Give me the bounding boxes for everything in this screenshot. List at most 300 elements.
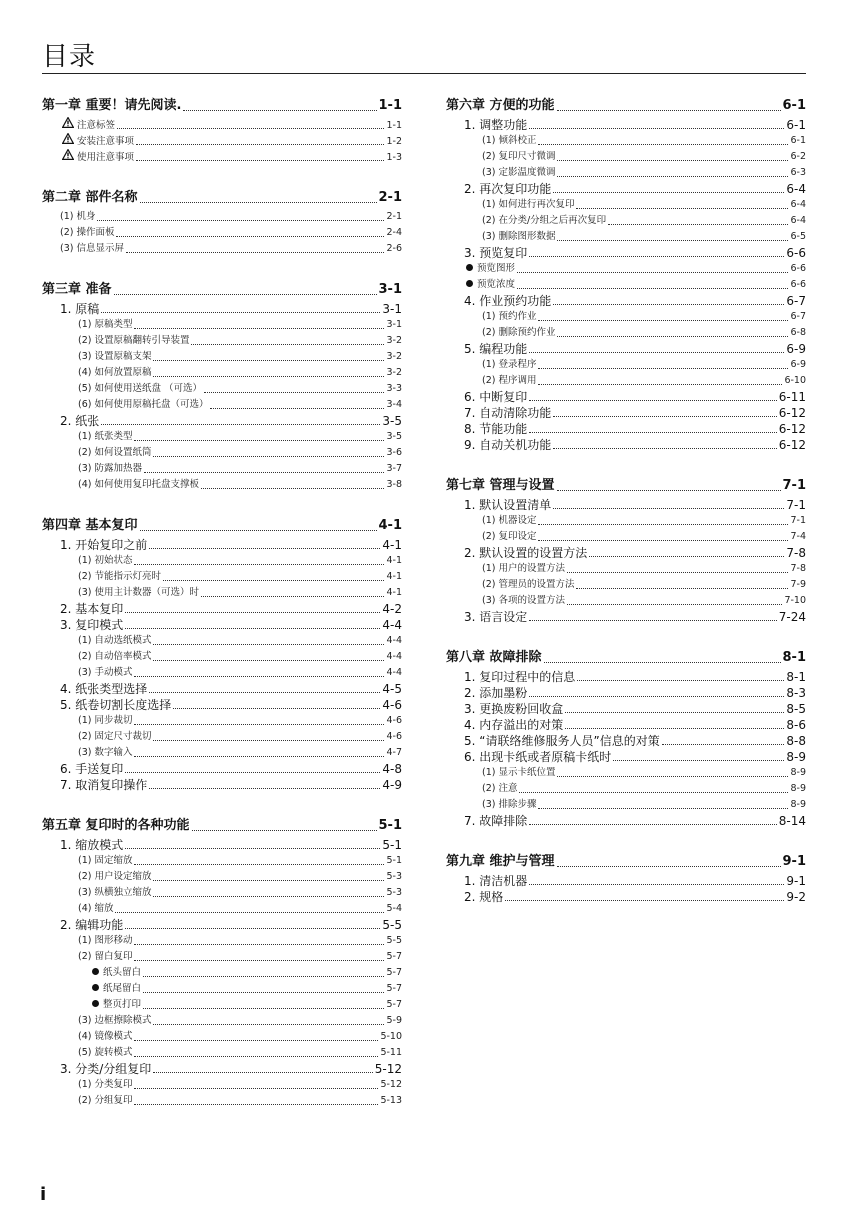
dot-leader — [517, 288, 788, 289]
dot-leader — [134, 944, 384, 945]
toc-section[interactable] — [446, 437, 806, 453]
toc-entry-page: 3-1 — [378, 282, 402, 297]
dot-leader — [538, 524, 788, 525]
dot-leader — [201, 596, 384, 597]
page-title: 目录 — [42, 42, 97, 72]
dot-leader — [153, 1024, 384, 1025]
toc-subsection[interactable] — [446, 133, 806, 149]
dot-leader — [101, 424, 380, 425]
toc-bullet-item[interactable] — [446, 261, 806, 277]
toc-subsection[interactable] — [42, 553, 402, 569]
toc-subsection[interactable] — [42, 209, 402, 225]
toc-entry-label: (5) 如何使用送纸盘 （可选） — [78, 383, 202, 394]
toc-entry-page: 8-14 — [778, 814, 806, 828]
toc-entry-label: 1. 调整功能 — [464, 118, 528, 132]
toc-section[interactable] — [446, 497, 806, 513]
toc-subsection[interactable] — [42, 429, 402, 445]
toc-subsection[interactable] — [446, 149, 806, 165]
toc-entry-label: (4) 镜像模式 — [78, 1031, 133, 1042]
toc-entry-label: (2) 注意 — [482, 783, 518, 794]
toc-subsection[interactable] — [42, 1029, 402, 1045]
warning-triangle-icon — [62, 133, 74, 144]
toc-entry-label: (3) 纵横独立缩放 — [78, 887, 152, 898]
toc-entry-page: 3-8 — [386, 479, 402, 490]
toc-section[interactable] — [42, 917, 402, 933]
toc-entry-label: (4) 如何放置原稿 — [78, 367, 152, 378]
toc-chapter — [446, 853, 806, 905]
toc-entry-page: 5-12 — [380, 1079, 402, 1090]
toc-entry-page: 1-2 — [386, 136, 402, 147]
toc-entry-label: 6. 中断复印 — [464, 390, 528, 404]
toc-section[interactable] — [446, 293, 806, 309]
toc-entry-page: 6-2 — [790, 151, 806, 162]
toc-entry-label: 第八章 故障排除 — [446, 650, 542, 665]
toc-entry-label: (2) 设置原稿翻转引导装置 — [78, 335, 190, 346]
bullet-icon — [92, 984, 99, 991]
toc-chapter-heading[interactable] — [42, 517, 402, 535]
toc-section[interactable] — [446, 245, 806, 261]
toc-entry-label: 2. 规格 — [464, 890, 504, 904]
dot-leader — [153, 376, 384, 377]
toc-subsection[interactable] — [42, 397, 402, 413]
toc-entry-label: 1. 清洁机器 — [464, 874, 528, 888]
toc-entry-page: 8-6 — [786, 718, 806, 732]
dot-leader — [557, 176, 788, 177]
toc-section[interactable] — [446, 421, 806, 437]
toc-entry-page: 6-1 — [782, 98, 806, 113]
dot-leader — [134, 864, 384, 865]
toc-subsection[interactable] — [446, 561, 806, 577]
toc-subsection[interactable] — [42, 949, 402, 965]
toc-section[interactable] — [446, 609, 806, 625]
toc-subsection[interactable] — [42, 713, 402, 729]
toc-section[interactable] — [42, 681, 402, 697]
toc-entry-label: (2) 复印尺寸微调 — [482, 151, 556, 162]
toc-entry-page: 4-1 — [382, 538, 402, 552]
dot-leader — [125, 628, 380, 629]
toc-subsection[interactable] — [42, 633, 402, 649]
toc-subsection[interactable] — [446, 357, 806, 373]
toc-entry-page: 7-9 — [790, 579, 806, 590]
toc-entry-label: 2. 默认设置的设置方法 — [464, 546, 588, 560]
toc-entry-label: (4) 缩放 — [78, 903, 114, 914]
toc-entry-page: 5-4 — [386, 903, 402, 914]
toc-section[interactable] — [446, 717, 806, 733]
toc-section[interactable] — [42, 413, 402, 429]
warning-triangle-icon — [62, 149, 74, 160]
dot-leader — [134, 1088, 378, 1089]
toc-entry-label: 1. 缩放模式 — [60, 838, 124, 852]
toc-section[interactable] — [446, 545, 806, 561]
toc-entry-label: (6) 如何使用原稿托盘（可选） — [78, 399, 209, 410]
toc-entry-page: 7-24 — [778, 610, 806, 624]
toc-entry-page: 6-11 — [778, 390, 806, 404]
toc-chapter-heading[interactable] — [42, 817, 402, 835]
toc-entry-label: (2) 固定尺寸裁切 — [78, 731, 152, 742]
dot-leader — [529, 620, 777, 621]
dot-leader — [153, 880, 384, 881]
toc-entry-label: 预览浓度 — [477, 279, 516, 290]
toc-entry-label: (1) 如何进行再次复印 — [482, 199, 575, 210]
dot-leader — [517, 272, 788, 273]
toc-entry-label: 1. 复印过程中的信息 — [464, 670, 576, 684]
toc-entry-page: 5-1 — [382, 838, 402, 852]
toc-entry-page: 4-1 — [386, 587, 402, 598]
toc-section[interactable] — [42, 761, 402, 777]
dot-leader — [134, 1104, 378, 1105]
toc-entry-label: 5. “请联络维修服务人员”信息的对策 — [464, 734, 660, 748]
dot-leader — [136, 144, 384, 145]
toc-entry-label: (3) 设置原稿支架 — [78, 351, 152, 362]
dot-leader — [201, 488, 384, 489]
toc-entry-page: 2-1 — [378, 190, 402, 205]
toc-subsection[interactable] — [446, 373, 806, 389]
toc-subsection[interactable] — [42, 445, 402, 461]
toc-subsection[interactable] — [42, 349, 402, 365]
toc-subsection[interactable] — [42, 585, 402, 601]
toc-entry-page: 9-1 — [786, 874, 806, 888]
toc-subsection[interactable] — [42, 241, 402, 257]
toc-entry-label: (1) 纸张类型 — [78, 431, 133, 442]
dot-leader — [117, 128, 384, 129]
toc-section[interactable] — [42, 777, 402, 793]
toc-entry-page: 1-1 — [386, 120, 402, 131]
toc-entry-label: 3. 更换废粉回收盒 — [464, 702, 564, 716]
dot-leader — [125, 928, 380, 929]
toc-subsection[interactable] — [42, 933, 402, 949]
toc-entry-page: 4-4 — [382, 618, 402, 632]
dot-leader — [557, 776, 788, 777]
dot-leader — [153, 660, 384, 661]
toc-section[interactable] — [446, 181, 806, 197]
toc-subsection[interactable] — [446, 309, 806, 325]
toc-chapter-heading[interactable] — [446, 649, 806, 667]
toc-subsection[interactable] — [42, 569, 402, 585]
toc-entry-page: 4-2 — [382, 602, 402, 616]
toc-entry-label: (2) 操作面板 — [60, 227, 115, 238]
toc-section[interactable] — [42, 537, 402, 553]
toc-entry-page: 4-9 — [382, 778, 402, 792]
toc-section[interactable] — [446, 685, 806, 701]
toc-entry-label: (2) 节能指示灯亮时 — [78, 571, 161, 582]
toc-section[interactable] — [446, 341, 806, 357]
toc-entry-label: (2) 用户设定缩放 — [78, 871, 152, 882]
toc-entry-page: 7-8 — [786, 546, 806, 560]
dot-leader — [97, 220, 384, 221]
dot-leader — [544, 662, 781, 663]
toc-warning-item[interactable] — [42, 117, 402, 133]
toc-subsection[interactable] — [446, 529, 806, 545]
toc-subsection[interactable] — [446, 781, 806, 797]
toc-entry-label: (2) 留白复印 — [78, 951, 133, 962]
toc-entry-label: (1) 登录程序 — [482, 359, 537, 370]
dot-leader — [191, 344, 384, 345]
toc-entry-label: 第七章 管理与设置 — [446, 478, 555, 493]
toc-entry-label: (1) 同步裁切 — [78, 715, 133, 726]
toc-subsection[interactable] — [42, 333, 402, 349]
toc-subsection[interactable] — [42, 665, 402, 681]
toc-entry-page: 3-7 — [386, 463, 402, 474]
toc-entry-label: 2. 添加墨粉 — [464, 686, 528, 700]
toc-bullet-item[interactable] — [42, 981, 402, 997]
toc-entry-page: 8-5 — [786, 702, 806, 716]
toc-entry-page: 6-6 — [790, 279, 806, 290]
toc-subsection[interactable] — [446, 213, 806, 229]
dot-leader — [538, 320, 788, 321]
toc-entry-page: 5-5 — [382, 918, 402, 932]
toc-entry-page: 7-1 — [786, 498, 806, 512]
toc-section[interactable] — [446, 733, 806, 749]
toc-section[interactable] — [446, 749, 806, 765]
toc-entry-label: 第三章 准备 — [42, 282, 112, 297]
dot-leader — [140, 530, 377, 531]
toc-subsection[interactable] — [42, 477, 402, 493]
toc-subsection[interactable] — [446, 165, 806, 181]
toc-entry-page: 3-6 — [386, 447, 402, 458]
toc-section[interactable] — [42, 837, 402, 853]
toc-entry-page: 8-9 — [786, 750, 806, 764]
toc-subsection[interactable] — [42, 869, 402, 885]
toc-entry-page: 5-12 — [374, 1062, 402, 1076]
toc-entry-page: 5-13 — [380, 1095, 402, 1106]
toc-subsection[interactable] — [42, 1045, 402, 1061]
title-divider — [42, 73, 806, 74]
toc-entry-page: 9-1 — [782, 854, 806, 869]
toc-subsection[interactable] — [42, 1077, 402, 1093]
bullet-icon — [466, 280, 473, 287]
toc-entry-label: 第二章 部件名称 — [42, 190, 138, 205]
toc-entry-page: 5-7 — [386, 951, 402, 962]
dot-leader — [153, 644, 384, 645]
toc-entry-label: (3) 防露加热器 — [78, 463, 142, 474]
toc-entry-page: 5-11 — [380, 1047, 402, 1058]
toc-entry-page: 5-9 — [386, 1015, 402, 1026]
dot-leader — [143, 992, 384, 993]
toc-subsection[interactable] — [42, 1013, 402, 1029]
toc-subsection[interactable] — [42, 745, 402, 761]
toc-entry-page: 6-10 — [784, 375, 806, 386]
toc-entry-page: 3-2 — [386, 367, 402, 378]
toc-subsection[interactable] — [446, 229, 806, 245]
dot-leader — [538, 368, 788, 369]
toc-entry-label: 2. 基本复印 — [60, 602, 124, 616]
dot-leader — [553, 448, 777, 449]
toc-entry-label: 9. 自动关机功能 — [464, 438, 552, 452]
dot-leader — [134, 756, 384, 757]
toc-subsection[interactable] — [42, 729, 402, 745]
dot-leader — [505, 900, 784, 901]
toc-chapter-heading[interactable] — [42, 97, 402, 115]
toc-chapter — [446, 649, 806, 829]
toc-entry-page: 4-1 — [386, 555, 402, 566]
toc-subsection[interactable] — [42, 901, 402, 917]
dot-leader — [529, 128, 784, 129]
toc-entry-page: 7-8 — [790, 563, 806, 574]
toc-entry-label: (1) 倾斜校正 — [482, 135, 537, 146]
toc-entry-label: 8. 节能功能 — [464, 422, 528, 436]
dot-leader — [125, 612, 380, 613]
dot-leader — [529, 432, 777, 433]
toc-subsection[interactable] — [446, 593, 806, 609]
toc-entry-page: 8-1 — [782, 650, 806, 665]
toc-subsection[interactable] — [446, 513, 806, 529]
dot-leader — [557, 490, 781, 491]
toc-entry-page: 8-1 — [786, 670, 806, 684]
toc-entry-label: (3) 手动模式 — [78, 667, 133, 678]
toc-bullet-item[interactable] — [42, 965, 402, 981]
toc-entry-label: 第六章 方便的功能 — [446, 98, 555, 113]
toc-entry-page: 6-9 — [790, 359, 806, 370]
toc-chapter-heading[interactable] — [42, 281, 402, 299]
toc-entry-label: (3) 使用主计数器（可选）时 — [78, 587, 199, 598]
toc-warning-item[interactable] — [42, 149, 402, 165]
toc-bullet-item[interactable] — [42, 997, 402, 1013]
toc-entry-label: (4) 如何使用复印托盘支撑板 — [78, 479, 199, 490]
toc-subsection[interactable] — [42, 461, 402, 477]
dot-leader — [143, 1008, 384, 1009]
toc-entry-page: 4-5 — [382, 682, 402, 696]
dot-leader — [529, 400, 777, 401]
toc-section[interactable] — [446, 117, 806, 133]
toc-subsection[interactable] — [446, 765, 806, 781]
toc-subsection[interactable] — [42, 649, 402, 665]
toc-entry-label: 整页打印 — [103, 999, 142, 1010]
toc-subsection[interactable] — [446, 797, 806, 813]
toc-subsection[interactable] — [42, 225, 402, 241]
dot-leader — [116, 236, 384, 237]
toc-entry-page: 9-2 — [786, 890, 806, 904]
dot-leader — [192, 830, 377, 831]
toc-subsection[interactable] — [42, 1093, 402, 1109]
toc-entry-page: 6-4 — [786, 182, 806, 196]
dot-leader — [538, 808, 788, 809]
toc-section[interactable] — [42, 697, 402, 713]
toc-entry-page: 4-7 — [386, 747, 402, 758]
dot-leader — [662, 744, 785, 745]
dot-leader — [538, 144, 788, 145]
toc-section[interactable] — [42, 601, 402, 617]
toc-subsection[interactable] — [446, 325, 806, 341]
toc-section[interactable] — [446, 873, 806, 889]
dot-leader — [153, 360, 384, 361]
toc-entry-label: 预览图形 — [477, 263, 516, 274]
toc-entry-page: 6-1 — [786, 118, 806, 132]
toc-entry-page: 3-2 — [386, 351, 402, 362]
dot-leader — [567, 572, 788, 573]
toc-section[interactable] — [42, 1061, 402, 1077]
toc-entry-label: 7. 取消复印操作 — [60, 778, 148, 792]
toc-entry-label: (3) 排除步骤 — [482, 799, 537, 810]
dot-leader — [134, 564, 384, 565]
toc-entry-label: 第五章 复印时的各种功能 — [42, 818, 190, 833]
dot-leader — [565, 712, 784, 713]
toc-entry-page: 6-12 — [778, 422, 806, 436]
toc-section[interactable] — [446, 389, 806, 405]
toc-section[interactable] — [446, 669, 806, 685]
toc-section[interactable] — [42, 617, 402, 633]
toc-entry-page: 3-1 — [386, 319, 402, 330]
toc-section[interactable] — [446, 405, 806, 421]
dot-leader — [557, 110, 781, 111]
dot-leader — [134, 724, 384, 725]
toc-entry-page: 1-1 — [378, 98, 402, 113]
toc-subsection[interactable] — [42, 381, 402, 397]
toc-entry-page: 4-4 — [386, 651, 402, 662]
toc-chapter-heading[interactable] — [42, 189, 402, 207]
toc-entry-label: (5) 旋转模式 — [78, 1047, 133, 1058]
toc-entry-label: 5. 纸卷切割长度选择 — [60, 698, 172, 712]
toc-subsection[interactable] — [42, 365, 402, 381]
toc-entry-page: 6-4 — [790, 199, 806, 210]
toc-entry-label: (2) 程序调用 — [482, 375, 537, 386]
toc-entry-label: (3) 数字输入 — [78, 747, 133, 758]
dot-leader — [210, 408, 384, 409]
toc-entry-page: 6-6 — [786, 246, 806, 260]
toc-section[interactable] — [446, 701, 806, 717]
toc-chapter-heading[interactable] — [446, 477, 806, 495]
dot-leader — [173, 708, 380, 709]
dot-leader — [136, 160, 384, 161]
dot-leader — [204, 392, 384, 393]
toc-entry-page: 4-1 — [386, 571, 402, 582]
toc-entry-page: 7-1 — [790, 515, 806, 526]
toc-entry-label: (1) 显示卡纸位置 — [482, 767, 556, 778]
dot-leader — [557, 336, 788, 337]
dot-leader — [149, 548, 380, 549]
toc-entry-label: 2. 再次复印功能 — [464, 182, 552, 196]
dot-leader — [114, 294, 377, 295]
toc-section[interactable] — [446, 813, 806, 829]
toc-entry-page: 4-4 — [386, 635, 402, 646]
toc-entry-page: 8-9 — [790, 799, 806, 810]
toc-subsection[interactable] — [42, 885, 402, 901]
toc-entry-page: 4-8 — [382, 762, 402, 776]
toc-entry-page: 2-1 — [386, 211, 402, 222]
toc-chapter — [42, 281, 402, 493]
toc-entry-label: (2) 如何设置纸筒 — [78, 447, 152, 458]
toc-bullet-item[interactable] — [446, 277, 806, 293]
toc-entry-page: 6-7 — [786, 294, 806, 308]
toc-entry-page: 6-12 — [778, 438, 806, 452]
toc-section[interactable] — [42, 301, 402, 317]
toc-chapter-heading[interactable] — [446, 97, 806, 115]
toc-column-left — [42, 97, 402, 1133]
dot-leader — [140, 202, 377, 203]
toc-entry-label: 1. 原稿 — [60, 302, 100, 316]
dot-leader — [134, 1056, 378, 1057]
toc-entry-label: 纸头留白 — [103, 967, 142, 978]
toc-entry-label: 第四章 基本复印 — [42, 518, 138, 533]
toc-entry-page: 5-7 — [386, 999, 402, 1010]
toc-subsection[interactable] — [42, 853, 402, 869]
toc-subsection[interactable] — [42, 317, 402, 333]
toc-entry-page: 5-3 — [386, 887, 402, 898]
dot-leader — [149, 692, 380, 693]
toc-section[interactable] — [446, 889, 806, 905]
dot-leader — [125, 772, 380, 773]
toc-subsection[interactable] — [446, 197, 806, 213]
toc-subsection[interactable] — [446, 577, 806, 593]
toc-entry-page: 4-1 — [378, 518, 402, 533]
toc-entry-label: 3. 预览复印 — [464, 246, 528, 260]
toc-chapter-heading[interactable] — [446, 853, 806, 871]
toc-entry-label: (2) 删除预约作业 — [482, 327, 556, 338]
bullet-icon — [92, 968, 99, 975]
dot-leader — [553, 416, 777, 417]
toc-entry-page: 5-5 — [386, 935, 402, 946]
toc-warning-item[interactable] — [42, 133, 402, 149]
dot-leader — [538, 540, 788, 541]
